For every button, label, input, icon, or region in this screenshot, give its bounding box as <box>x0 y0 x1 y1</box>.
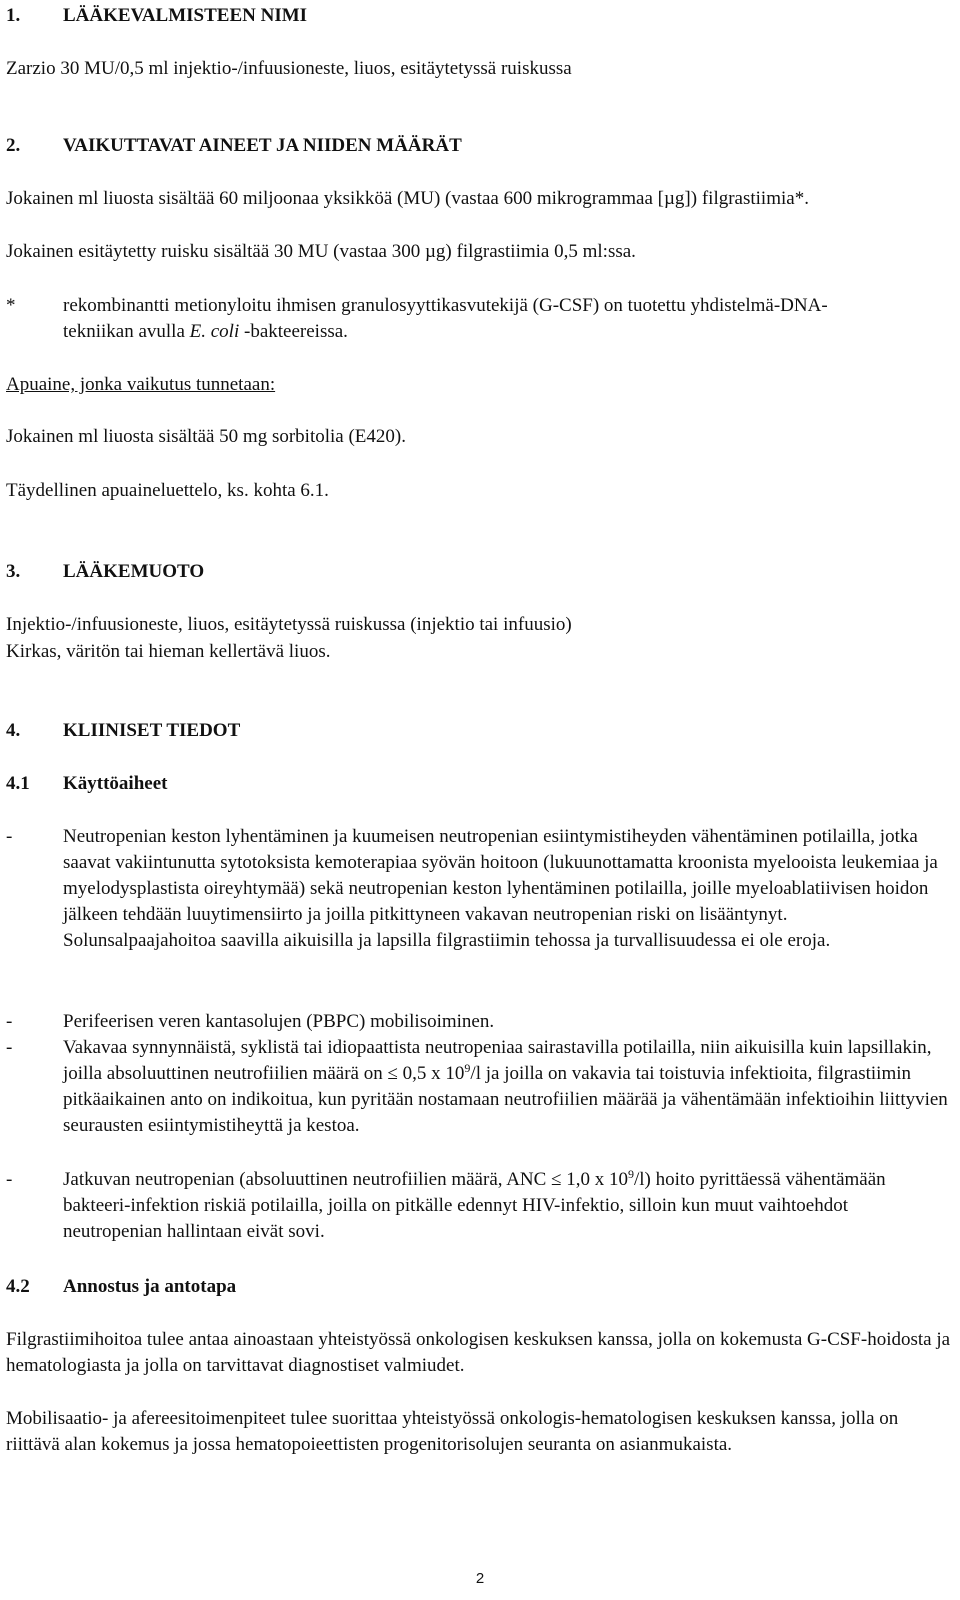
list-dash: - <box>6 1169 13 1190</box>
list-dash: - <box>6 1037 13 1058</box>
indication-item: - Jatkuvan neutropenian (absoluuttinen neutrofiilien määrä, ANC ≤ 1,0 x $10^9/l$) hoito pyrittäessä vähentämään bakteeri-infektion riskiä potilailla, joilla on pitkälle edennyt HIV-infektio, silloin kun muut vaihtoehdot neutropenian hallintaan eivät sovi. <box>6 1167 886 1242</box>
dosage-form: Injektio-/infuusioneste, liuos, esitäytetyssä ruiskussa (injektio tai infuusio) <box>6 614 572 635</box>
excipient-list-reference: Täydellinen apuaineluettelo, ks. kohta 6.1. <box>6 480 329 501</box>
page-number: 2 <box>475 1570 485 1587</box>
excipient-text: Jokainen ml liuosta sisältää 50 mg sorbitolia (E420). <box>6 426 406 447</box>
mobilisation-paragraph: Mobilisaatio- ja afereesitoimenpiteet tulee suorittaa yhteistyössä onkologis-hematologisen keskuksen kanssa, jolla on riittävä alan kokemus ja jossa hematopoieettisten progenitorisolujen seuranta on asianmukaista. <box>6 1408 899 1455</box>
section-4-1-heading: 4.1 Käyttöaiheet <box>6 773 168 794</box>
indication-item: - Perifeerisen veren kantasolujen (PBPC) mobilisoiminen. <box>6 1009 951 1035</box>
indication-item: - Neutropenian keston lyhentäminen ja kuumeisen neutropenian esiintymistiheyden vähentäminen potilailla, jotka saavat vakiintunutta sytotoksista kemoterapiaa syövän hoitoon (lukuunottamatta kroonista myelooista leukemiaa ja myelodysplastista oireyhtymää) sekä neutropenian keston lyhentäminen potilailla, joille myeloablatiivisen hoidon jälkeen tehdään luuytimensiirto ja joilla pitkittyneen vakavan neutropenian riski on lisääntynyt. Solunsalpaajahoitoa saavilla aikuisilla ja lapsilla filgrastiimin tehossa ja turvallisuudessa ei ole eroja. <box>6 826 938 951</box>
footnote-mark: * <box>6 295 16 316</box>
list-dash: - <box>6 826 13 847</box>
indication-item: - Vakavaa synnynnäistä, syklistä tai idiopaattista neutropeniaa sairastavilla potilailla, niin aikuisilla kuin lapsillakin, joilla absoluuttinen neutrofiilien määrä on ≤ 0,5 x $10^9/l$ ja joilla on vakavia tai toistuvia infektioita, filgrastiimin pitkäaikainen anto on indikoitua, kun pyritään nostamaan neutrofiilien määrää ja vähentämään infektioihin liittyvien seurausten esiintymistiheyttä ja kestoa. <box>6 1037 948 1136</box>
composition-paragraph: Jokainen ml liuosta sisältää 60 miljoonaa yksikköä (MU) (vastaa 600 mikrogrammaa [µg]) filgrastiimia*. <box>6 188 809 209</box>
section-1-heading: 1. LÄÄKEVALMISTEEN NIMI <box>6 5 308 26</box>
section-3-heading: 3. LÄÄKEMUOTO <box>6 561 205 582</box>
appearance: Kirkas, väritön tai hieman kellertävä liuos. <box>6 641 331 662</box>
footnote: * rekombinantti metionyloitu ihmisen granulosyyttikasvutekijä (G-CSF) on tuotettu yhdistelmä-DNA-tekniikan avulla E. coli -bakteereissa. <box>6 295 828 342</box>
syringe-content: Jokainen esitäytetty ruisku sisältää 30 MU (vastaa 300 µg) filgrastiimia 0,5 ml:ssa. <box>6 241 636 262</box>
section-4-2-heading: 4.2 Annostus ja antotapa <box>6 1276 237 1297</box>
dosing-paragraph: Filgrastiimihoitoa tulee antaa ainoastaan yhteistyössä onkologisen keskuksen kanssa, jolla on kokemusta G-CSF-hoidosta ja hematologiasta ja jolla on tarvittavat diagnostiset valmiudet. <box>6 1329 951 1376</box>
excipient-heading: Apuaine, jonka vaikutus tunnetaan: <box>6 374 276 395</box>
section-2-heading: 2. VAIKUTTAVAT AINEET JA NIIDEN MÄÄRÄT <box>6 135 462 156</box>
section-4-heading: 4. KLIINISET TIEDOT <box>6 720 241 741</box>
product-name: Zarzio 30 MU/0,5 ml injektio-/infuusioneste, liuos, esitäytetyssä ruiskussa <box>6 58 572 79</box>
list-dash: - <box>6 1011 13 1032</box>
